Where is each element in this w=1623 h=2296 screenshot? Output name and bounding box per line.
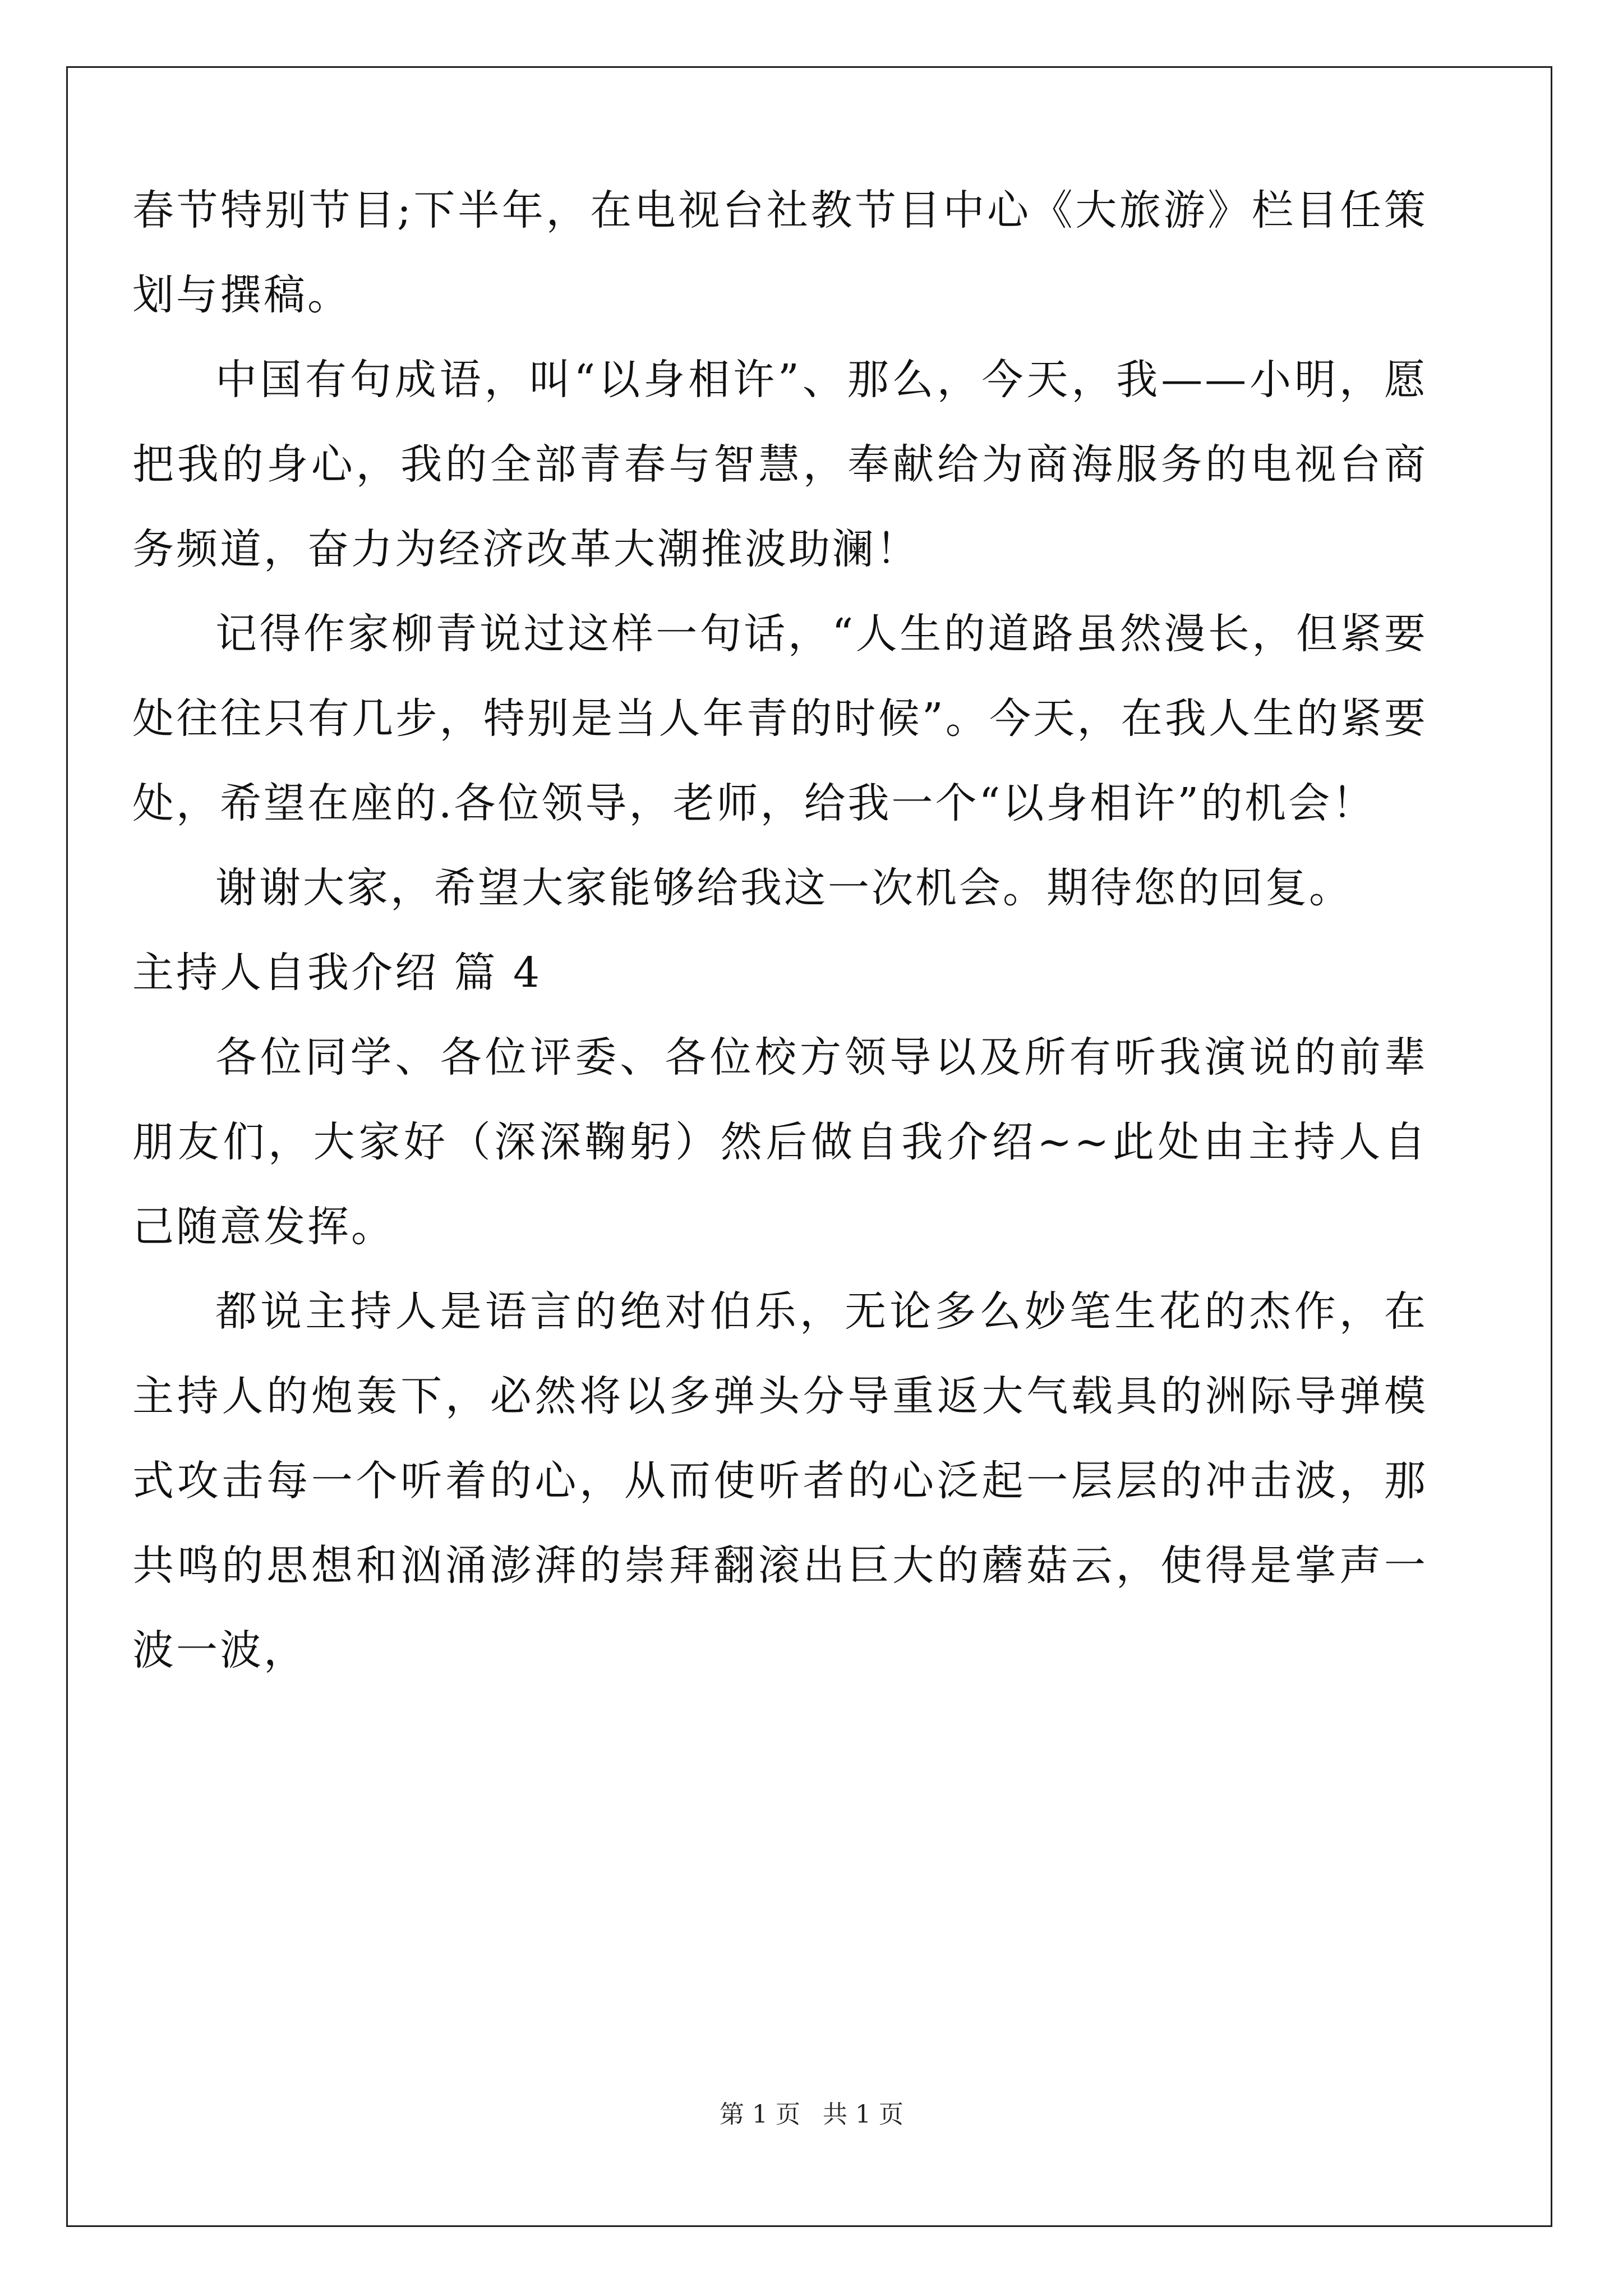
page-number: 第 1 页: [720, 2100, 800, 2129]
paragraph: 记得作家柳青说过这样一句话，“人生的道路虽然漫长，但紧要处往往只有几步，特别是当人年青的时候”。今天，在我人生的紧要处，希望在座的.各位领导，老师，给我一个“以身相许”的机会！: [132, 610, 1428, 827]
paragraph: 春节特别节目;下半年，在电视台社教节目中心《大旅游》栏目任策划与撰稿。: [132, 186, 1428, 319]
paragraph: 谢谢大家，希望大家能够给我这一次机会。期待您的回复。: [215, 864, 1353, 912]
paragraph: 都说主持人是语言的绝对伯乐，无论多么妙笔生花的杰作，在主持人的炮轰下，必然将以多弹头分导重返大气载具的洲际导弹模式攻击每一个听着的心，从而使听者的心泛起一层层的冲击波，那共鸣的思想和汹涌澎湃的崇拜翻滚出巨大的蘑菇云，使得是掌声一波一波，: [132, 1287, 1428, 1674]
section-heading: 主持人自我介绍 篇 4: [132, 949, 542, 997]
document-body: [132, 168, 1428, 1693]
paragraph: 中国有句成语，叫“以身相许”、那么，今天，我——小明，愿把我的身心，我的全部青春与智慧，奉献给为商海服务的电视台商务频道，奋力为经济改革大潮推波助澜！: [132, 356, 1428, 573]
page-footer: [0, 2098, 1623, 2132]
page-total: 共 1 页: [823, 2100, 903, 2129]
paragraph: 各位同学、各位评委、各位校方领导以及所有听我演说的前辈朋友们，大家好（深深鞠躬）然后做自我介绍~~此处由主持人自己随意发挥。: [132, 1033, 1428, 1251]
